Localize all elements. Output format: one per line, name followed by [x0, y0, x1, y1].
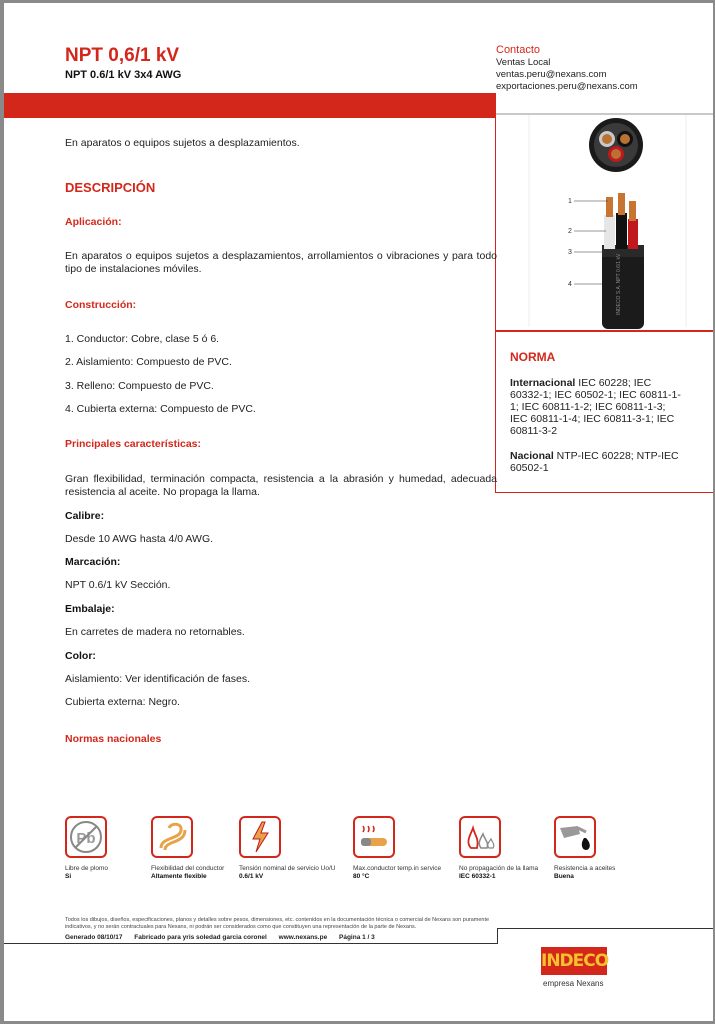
construccion-item-1: 1. Conductor: Cobre, clase 5 ó 6.: [65, 333, 220, 345]
svg-text:Pb: Pb: [76, 830, 96, 847]
contact-email-local[interactable]: ventas.peru@nexans.com: [496, 69, 607, 80]
contact-block: [496, 43, 638, 93]
norma-national: [510, 450, 682, 474]
flame-value: IEC 60332-1: [459, 873, 496, 880]
norma-national-text: NTP-IEC 60228; NTP-IEC 60502-1: [510, 450, 679, 474]
contact-heading: Contacto: [496, 44, 541, 56]
footer-generated: Generado 08/10/17: [65, 934, 123, 941]
caracteristicas-text: Gran flexibilidad, terminación compacta, resistencia a la abrasión y humedad, adecuada resistencia al aceite. No propaga la llama.: [65, 473, 497, 498]
construccion-item-2: 2. Aislamiento: Compuesto de PVC.: [65, 356, 232, 368]
aplicacion-heading: Aplicación:: [65, 216, 122, 228]
indeco-logo-tagline: [543, 979, 603, 988]
color-heading: Color:: [65, 650, 96, 662]
norma-national-label: Nacional: [510, 450, 554, 462]
caracteristicas-heading: Principales características:: [65, 438, 201, 450]
norma-heading: NORMA: [510, 350, 556, 364]
lead-free-icon: [65, 816, 107, 858]
oil-value: Buena: [554, 873, 574, 880]
color-text-aislamiento: Aislamiento: Ver identificación de fases.: [65, 673, 251, 685]
footer-divider-step: [497, 928, 498, 944]
flame-icon: [459, 816, 501, 858]
temperature-icon: [353, 816, 395, 858]
construccion-heading: Construcción:: [65, 299, 137, 311]
footer-divider-right: [497, 928, 713, 929]
logo-tagline-brand: Nexans: [576, 979, 604, 988]
page-subtitle: NPT 0.6/1 kV 3x4 AWG: [65, 69, 182, 81]
cable-cross-section: [589, 118, 643, 172]
indeco-logo: [541, 947, 611, 997]
color-text-cubierta: Cubierta externa: Negro.: [65, 696, 180, 708]
callout-4: 4: [568, 281, 572, 288]
flexibility-value: Altamente flexible: [151, 873, 207, 880]
footer-site[interactable]: www.nexans.pe: [278, 934, 328, 941]
marcacion-heading: Marcación:: [65, 556, 121, 568]
lead-free-label: Libre de plomo: [65, 865, 108, 872]
callout-2: 2: [568, 228, 572, 235]
footer-info: [65, 934, 385, 941]
flame-caption: [459, 865, 569, 881]
page-title: NPT 0,6/1 kV: [65, 45, 180, 66]
flexibility-icon: [151, 816, 193, 858]
legal-disclaimer: Todos los dibujos, diseños, especificaciones, planos y detalles sobre pesos, dimensiones, etc. contenidos en la documentación técnica o comercial de Nexans son puramente indicativos, y no serán contractuales para Nexans, ni podrán ser considerados como que constituyen una representación de la parte de Nexans.: [65, 917, 490, 930]
footer-page: Página 1 / 3: [339, 934, 375, 941]
construccion-item-3: 3. Relleno: Compuesto de PVC.: [65, 380, 214, 392]
calibre-heading: Calibre:: [65, 510, 105, 522]
footer-made-for: Fabricado para yris soledad garcia coronel: [134, 934, 267, 941]
embalaje-heading: Embalaje:: [65, 603, 115, 615]
description-heading: DESCRIPCIÓN: [65, 180, 156, 195]
footer-divider: [4, 943, 497, 944]
voltage-icon: [239, 816, 281, 858]
flexibility-label: Flexibilidad del conductor: [151, 865, 225, 872]
marcacion-text: NPT 0.6/1 kV Sección.: [65, 579, 171, 591]
voltage-value: 0.6/1 kV: [239, 873, 264, 880]
norma-international-label: Internacional: [510, 377, 576, 389]
flame-label: No propagación de la llama: [459, 865, 539, 872]
contact-email-export[interactable]: exportaciones.peru@nexans.com: [496, 81, 638, 92]
voltage-label: Tensión nominal de servicio Uo/U: [239, 865, 336, 872]
callout-3: 3: [568, 249, 572, 256]
logo-tagline-prefix: empresa: [543, 979, 577, 988]
indeco-logo-brand: INDECO: [541, 947, 607, 975]
header-red-bar: [4, 93, 496, 118]
cable-figure-panel: [495, 115, 713, 332]
voltage-caption: [239, 865, 349, 881]
oil-caption: [554, 865, 664, 881]
oil-label: Resistencia a aceites: [554, 865, 616, 872]
temperature-caption: [353, 865, 463, 881]
oil-icon: [554, 816, 596, 858]
temperature-label: Max.conductor temp.in service: [353, 865, 442, 872]
lead-free-value: Si: [65, 873, 72, 880]
intro-text: En aparatos o equipos sujetos a desplazamientos.: [65, 137, 300, 149]
construccion-item-4: 4. Cubierta externa: Compuesto de PVC.: [65, 403, 256, 415]
norma-panel: [495, 332, 713, 493]
datasheet-page: [4, 3, 713, 1021]
contact-sales-label: Ventas Local: [496, 57, 551, 68]
cable-side-view: [602, 193, 644, 329]
temperature-value: 80 °C: [353, 873, 370, 880]
norma-international-text: IEC 60228; IEC 60332-1; IEC 60502-1; IEC 60811-1-1; IEC 60811-1-2; IEC 60811-1-3; IEC 60811-1-4; IEC 60811-3-1; IEC 60811-3-2: [510, 377, 681, 437]
cable-print-text: INDECO S.A. NPT 0.6/1 kV: [616, 253, 622, 315]
callout-1: 1: [568, 198, 572, 205]
norma-international: [510, 377, 682, 437]
aplicacion-text: En aparatos o equipos sujetos a desplazamientos, arrollamientos o vibraciones y para todo tipo de instalaciones móviles.: [65, 250, 497, 275]
embalaje-text: En carretes de madera no retornables.: [65, 626, 245, 638]
cable-illustration: [496, 115, 713, 330]
calibre-text: Desde 10 AWG hasta 4/0 AWG.: [65, 533, 214, 545]
normas-nacionales-heading: Normas nacionales: [65, 733, 162, 745]
